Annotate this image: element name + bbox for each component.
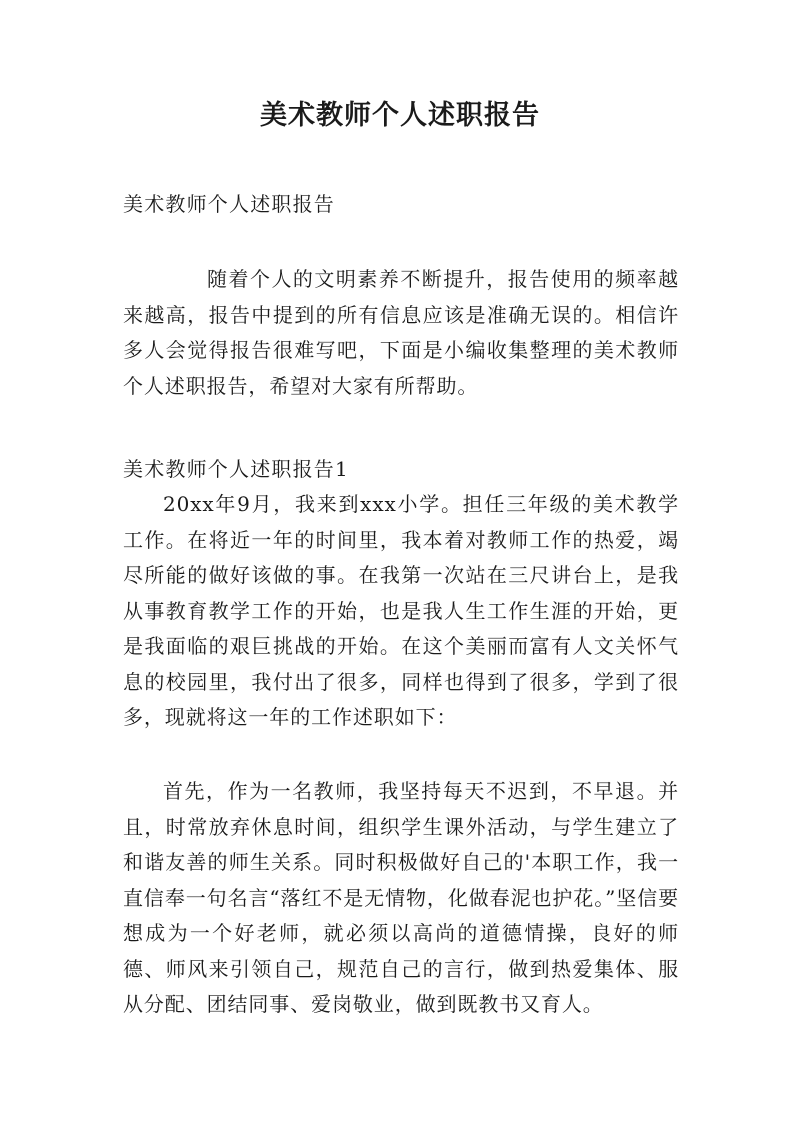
intro-paragraph: 随着个人的文明素养不断提升，报告使用的频率越来越高，报告中提到的所有信息应该是准确无误的。相信许多人会觉得报告很难写吧，下面是小编收集整理的美术教师个人述职报告，希望对大家有所帮助。 xyxy=(123,267,679,398)
body-paragraph-1: 20xx年9月，我来到xxx小学。担任三年级的美术教学工作。在将近一年的时间里，我本着对教师工作的热爱，竭尽所能的做好该做的事。在我第一次站在三尺讲台上，是我从事教育教学工作的开始，也是我人生工作生涯的开始，更是我面临的艰巨挑战的开始。在这个美丽而富有人文关怀气息的校园里，我付出了很多，同样也得到了很多，学到了很多，现就将这一年的工作述职如下： xyxy=(123,492,679,729)
document-title: 美术教师个人述职报告 xyxy=(260,100,540,131)
document-subtitle: 美术教师个人述职报告 xyxy=(123,192,335,216)
section-heading: 美术教师个人述职报告1 xyxy=(123,457,349,481)
body-paragraph-2: 首先，作为一名教师，我坚持每天不迟到，不早退。并且，时常放弃休息时间，组织学生课外活动，与学生建立了和谐友善的师生关系。同时积极做好自己的'本职工作，我一直信奉一句名言“落红不是无情物，化做春泥也护花。”坚信要想成为一个好老师，就必须以高尚的道德情操，良好的师德、师风来引领自己，规范自己的言行，做到热爱集体、服从分配、团结同事、爱岗敬业，做到既教书又育人。 xyxy=(123,779,679,1016)
